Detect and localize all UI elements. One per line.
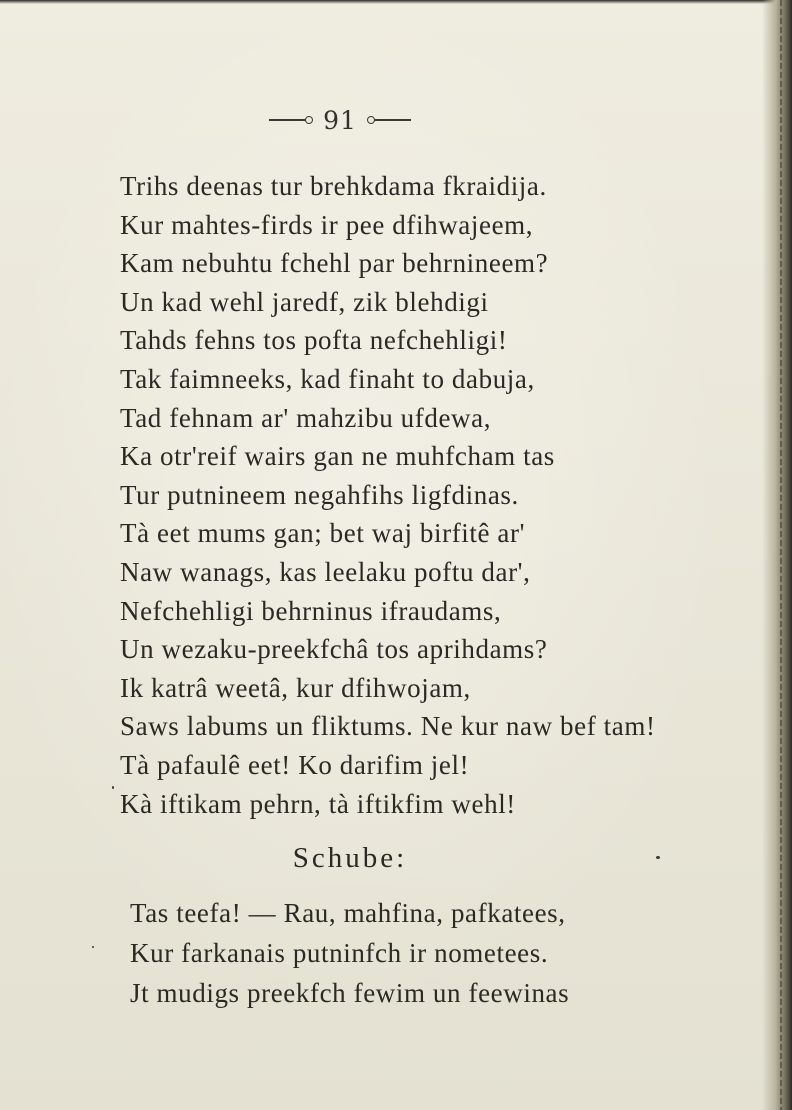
poem-line: Naw wanags, kas leelaku poftu dar', (120, 556, 531, 587)
poem-line: Ik katrâ weetâ, kur dfihwojam, (120, 672, 471, 703)
page-top-edge (0, 0, 792, 4)
page-number: 91 (323, 105, 357, 135)
poem-line: Kur mahtes-firds ir pee dfihwajeem, (120, 209, 534, 240)
poem-line: Tà pafaulê eet! Ko darifim jel! (120, 749, 470, 780)
book-spine-shadow (762, 0, 792, 1110)
poem-line: Kà iftikam pehrn, tà iftikfim wehl! (120, 788, 516, 819)
poem-line: Un wezaku-preekfchâ tos aprihdams? (120, 634, 548, 665)
poem-line: Tur putnineem negahfihs ligfdinas. (120, 479, 519, 510)
section-title: Schube: (292, 842, 408, 874)
poem-line: Tà eet mums gan; bet waj birfitê ar' (120, 518, 526, 549)
book-spine-binding (780, 0, 782, 1110)
poem-line: Saws labums un fliktums. Ne kur naw bef tam! (120, 711, 656, 742)
stanza-two (130, 893, 690, 1013)
poem-line: Kur farkanais putninfch ir nometees. (130, 938, 549, 968)
poem-line: Jt mudigs preekfch fewim un feewinas (130, 978, 570, 1008)
poem-line: Tas teefa! — Rau, mahfina, pafkatees, (130, 898, 566, 928)
page-header (0, 100, 680, 140)
header-rule-right (371, 119, 411, 121)
poem-line: Kam nebuhtu fchehl par behrnineem? (120, 248, 549, 279)
header-rule-left (269, 119, 309, 121)
poem-line: Trihs deenas tur brehkdama fkraidija. (120, 171, 547, 201)
paper-speck (656, 856, 660, 859)
poem-body (120, 167, 680, 823)
poem-line: Un kad wehl jaredf, zik blehdigi (120, 286, 489, 317)
poem-line: Tad fehnam ar' mahzibu ufdewa, (120, 402, 492, 433)
paper-speck (112, 786, 114, 789)
poem-line: Tak faimneeks, kad finaht to dabuja, (120, 363, 535, 394)
paper-speck (92, 946, 94, 948)
poem-line: Ka otr'reif wairs gan ne muhfcham tas (120, 441, 555, 472)
poem-line: Tahds fehns tos pofta nefchehligi! (120, 325, 508, 356)
poem-line: Nefchehligi behrninus ifraudams, (120, 595, 502, 626)
